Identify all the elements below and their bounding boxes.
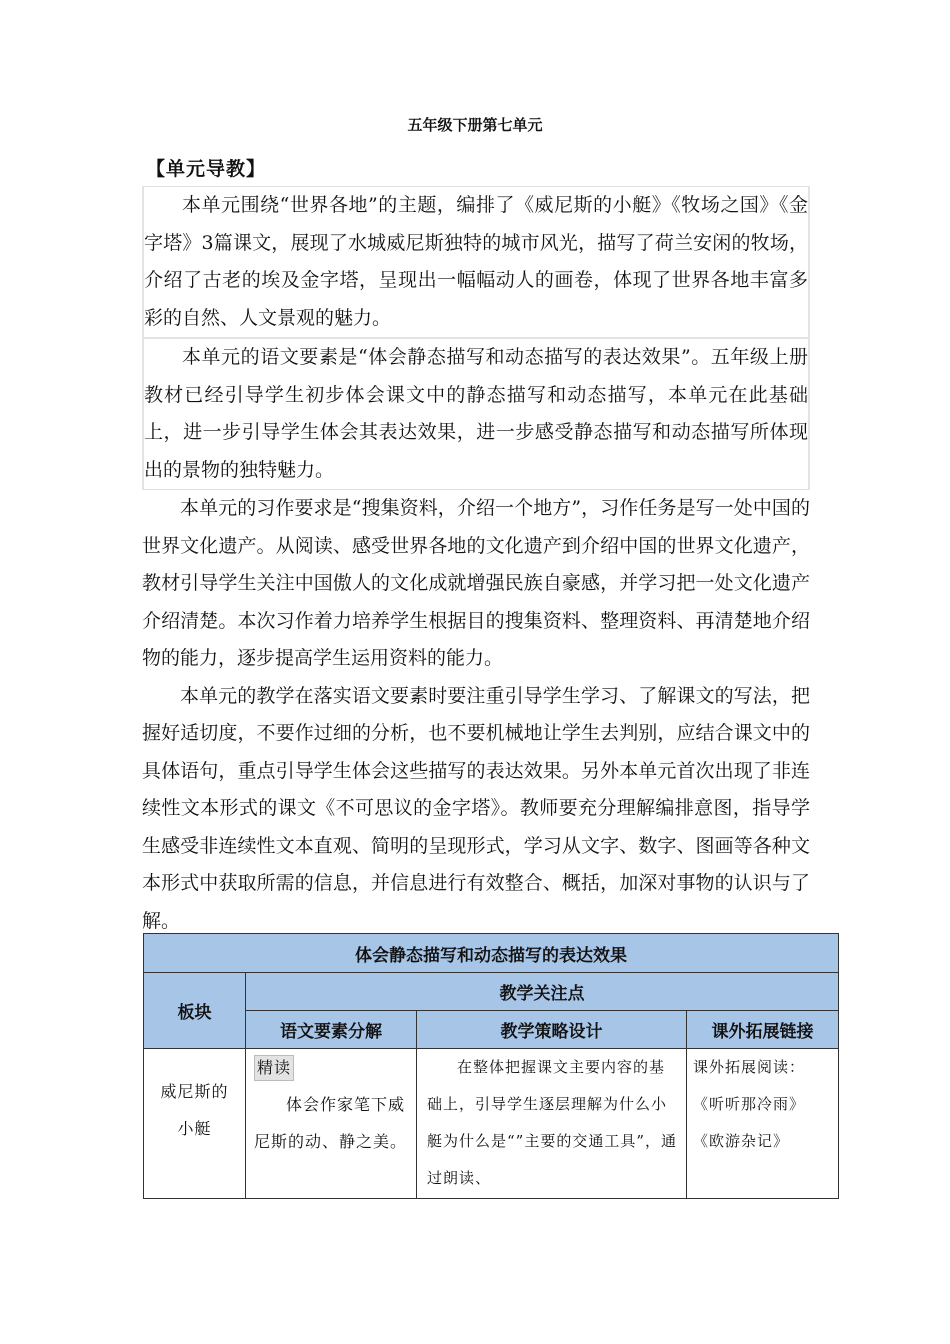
extension-book: 《听听那冷雨》 xyxy=(693,1095,806,1113)
cell-analysis xyxy=(246,1049,417,1199)
header-strategy: 教学策略设计 xyxy=(417,1011,687,1049)
strategy-text: 在整体把握课文主要内容的基础上，引导学生逐层理解为什么小艇为什么是“”主要的交通工具”，通过朗读、 xyxy=(427,1058,678,1187)
page-title: 五年级下册第七单元 xyxy=(407,116,543,134)
paragraph-2: 本单元的语文要素是“体会静态描写和动态描写的表达效果”。五年级上册教材已经引导学生初步体会课文中的静态描写和动态描写，本单元在此基础上，进一步引导学生体会其表达效果，进一步感受静态描写和动态描写所体现出的景物的独特魅力。 xyxy=(143,338,809,490)
paragraph-4: 本单元的教学在落实语文要素时要注重引导学生学习、了解课文的写法，把握好适切度，不要作过细的分析，也不要机械地让学生去判别，应结合课文中的具体语句，重点引导学生体会这些描写的表达效果。另外本单元首次出现了非连续性文本形式的课文《不可思议的金字塔》。教师要充分理解编排意图，指导学生感受非连续性文本直观、简明的呈现形式，学习从文字、数字、图画等各种文本形式中获取所需的信息，并信息进行有效整合、概括，加深对事物的认识与了解。 xyxy=(142,684,810,932)
paragraph-1: 本单元围绕“世界各地”的主题，编排了《威尼斯的小艇》《牧场之国》《金字塔》3篇课文，展现了水城威尼斯独特的城市风光，描写了荷兰安闲的牧场，介绍了古老的埃及金字塔，呈现出一幅幅动人的画卷，体现了世界各地丰富多彩的自然、人文景观的魅力。 xyxy=(143,186,809,338)
body-text xyxy=(142,186,810,940)
cell-strategy xyxy=(417,1049,687,1199)
extension-label: 课外拓展阅读： xyxy=(693,1058,806,1076)
header-teaching-focus: 教学关注点 xyxy=(246,973,839,1011)
intensive-reading-tag: 精读 xyxy=(254,1055,294,1081)
boxed-paragraphs xyxy=(142,186,810,490)
extension-book: 《欧游杂记》 xyxy=(693,1132,790,1150)
cell-extension xyxy=(687,1049,839,1199)
header-extension: 课外拓展链接 xyxy=(687,1011,839,1049)
header-analysis: 语文要素分解 xyxy=(246,1011,417,1049)
table-row xyxy=(144,1049,839,1199)
cell-block: 威尼斯的小艇 xyxy=(144,1049,246,1199)
paragraph-3: 本单元的习作要求是“搜集资料，介绍一个地方”，习作任务是写一处中国的世界文化遗产。从阅读、感受世界各地的文化遗产到介绍中国的世界文化遗产，教材引导学生关注中国傲人的文化成就增强民族自豪感，并学习把一处文化遗产介绍清楚。本次习作着力培养学生根据目的搜集资料、整理资料、再清楚地介绍物的能力，逐步提高学生运用资料的能力。 xyxy=(142,497,810,669)
section-heading: 【单元导教】 xyxy=(146,158,267,180)
header-block: 板块 xyxy=(144,973,246,1049)
teaching-focus-table xyxy=(143,933,839,1199)
analysis-text: 体会作家笔下威尼斯的动、静之美。 xyxy=(254,1095,408,1151)
table-title: 体会静态描写和动态描写的表达效果 xyxy=(144,934,839,973)
